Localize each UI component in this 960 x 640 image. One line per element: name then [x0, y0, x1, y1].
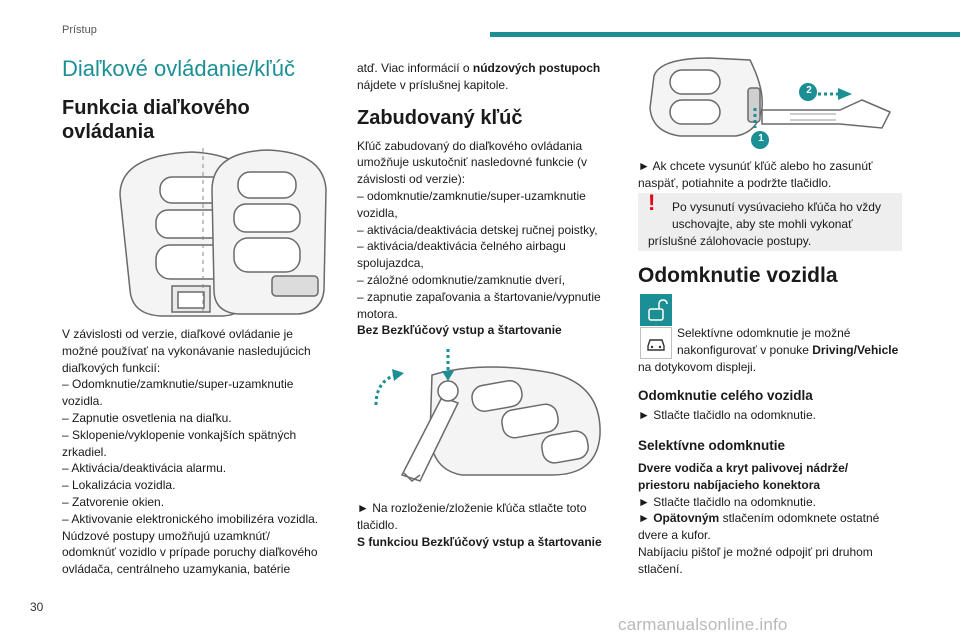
subheading-line: Dvere vodiča a kryt palivovej nádrže/: [638, 461, 849, 475]
text-line: – odomknutie/zamknutie/super-uzamknutie: [357, 188, 586, 203]
heading-integrated-key: Zabudovaný kľúč: [357, 106, 523, 129]
warning-note-box: [638, 190, 902, 251]
section-title: Diaľkové ovládanie/kľúč: [62, 56, 295, 81]
slide-key-illustration: [640, 48, 902, 150]
watermark: carmanualsonline.info: [618, 615, 788, 634]
text-line: diaľkových funkcií:: [62, 360, 161, 375]
text-line: závislosti od verzie):: [357, 172, 466, 187]
unlock-icon: [640, 294, 672, 326]
text-line: zrkadiel.: [62, 444, 107, 459]
note-text: uschovajte, aby ste mohli vykonať: [672, 217, 853, 231]
text-line: umožňuje uskutočniť nasledovné funkcie (v: [357, 155, 587, 170]
header-accent-bar: [490, 32, 960, 37]
text-line: odomknúť vozidlo v prípade poruchy diaľkového: [62, 545, 318, 560]
text-line: vozidla,: [357, 205, 398, 220]
text-line: možné používať na vykonávanie nasledujúcich: [62, 343, 311, 358]
text-line: – Aktivácia/deaktivácia alarmu.: [62, 461, 227, 476]
text-line: – Zapnutie osvetlenia na diaľku.: [62, 410, 232, 425]
continued-text: atď. Viac informácií o núdzových postupoch: [357, 61, 601, 75]
step-text: ► Na rozloženie/zloženie kľúča stlačte toto: [357, 501, 587, 515]
column-2: [357, 60, 612, 339]
selective-steps: [638, 460, 903, 578]
text-line: Selektívne odomknutie je možné: [677, 326, 851, 340]
text-line: – Aktivovanie elektronického imobilizéra vozidla.: [62, 511, 319, 526]
step-text: tlačidlo.: [357, 517, 398, 532]
rotate-arrow: [376, 375, 396, 405]
text-line: vozidla.: [62, 394, 103, 409]
remote-keys-illustration: [62, 140, 347, 320]
text-line: – Odomknutie/zamknutie/super-uzamknutie: [62, 377, 294, 392]
column-2-lower: [357, 500, 612, 550]
page-number: 30: [30, 600, 44, 614]
text-line: Nabíjaciu pištoľ je možné odpojiť pri druhom: [638, 544, 873, 559]
heading-selective-unlock: Selektívne odomknutie: [638, 438, 786, 453]
subheading-without-keyless: Bez Bezkľúčový vstup a štartovanie: [357, 323, 562, 338]
text-line: V závislosti od verzie, diaľkové ovládanie je: [62, 327, 293, 341]
flip-key-illustration: [362, 335, 607, 485]
step-text: ► Stlačte tlačidlo na odomknutie.: [638, 408, 816, 422]
selective-info-cont: [638, 359, 903, 376]
text-line: ovládača, centrálneho uzamykania, batérie: [62, 562, 291, 577]
heading-unlocking: Odomknutie vozidla: [638, 264, 838, 287]
text-line: – aktivácia/deaktivácia detskej ručnej poistky,: [357, 222, 598, 237]
step-text: ► Ak chcete vysunúť kľúč alebo ho zasunúť: [638, 159, 873, 173]
car-icon: [640, 327, 672, 359]
whole-step: [638, 407, 903, 424]
remote-functions-paragraph: [62, 326, 347, 578]
text-line: nájdete v príslušnej kapitole.: [357, 77, 509, 92]
header-section-label: Prístup: [62, 24, 97, 36]
column-1: [62, 56, 347, 144]
callout-badge-1: 1: [758, 133, 764, 144]
text-line: motora.: [357, 306, 398, 321]
text-line: spolujazdca,: [357, 256, 424, 271]
arrow-head: [392, 369, 404, 381]
text-line: – zapnutie zapaľovania a štartovanie/vypnutie: [357, 289, 601, 304]
heading-line: Funkcia diaľkového: [62, 97, 250, 119]
text-line: dvere a kufor.: [638, 528, 711, 543]
warning-icon: !: [648, 190, 656, 215]
text-line: – aktivácia/deaktivácia čelného airbagu: [357, 239, 566, 254]
text-line: na dotykovom displeji.: [638, 360, 757, 374]
heading-unlock-whole: Odomknutie celého vozidla: [638, 388, 813, 403]
callout-badge-2: 2: [806, 85, 812, 96]
column-3-step: [638, 158, 903, 192]
subheading-with-keyless: S funkciou Bezkľúčový vstup a štartovanie: [357, 534, 602, 549]
text-line: – záložné odomknutie/zamknutie dverí,: [357, 272, 566, 287]
text-line: nakonfigurovať v ponuke Driving/Vehicle: [677, 342, 899, 357]
heading-remote-function: [62, 96, 347, 144]
text-line: Kľúč zabudovaný do diaľkového ovládania: [357, 138, 583, 153]
key-fob-right: [212, 150, 326, 314]
step-text: ► Opätovným stlačením odomknete ostatné: [638, 511, 880, 526]
selective-info: [677, 325, 907, 359]
text-line: – Zatvorenie okien.: [62, 494, 165, 509]
note-text: Po vysunutí vysúvacieho kľúča ho vždy: [672, 200, 881, 214]
heading-line: ovládania: [62, 121, 155, 143]
step-text: naspäť, potiahnite a podržte tlačidlo.: [638, 175, 832, 190]
subheading-line: priestoru nabíjacieho konektora: [638, 477, 821, 492]
text-line: – Lokalizácia vozidla.: [62, 478, 176, 493]
step-text: ► Stlačte tlačidlo na odomknutie.: [638, 494, 816, 509]
text-line: – Sklopenie/vyklopenie vonkajších spätných: [62, 427, 297, 442]
text-line: stlačení.: [638, 561, 683, 576]
note-text: príslušné zálohovacie postupy.: [648, 234, 812, 248]
arrow-head: [838, 88, 852, 100]
text-line: Núdzové postupy umožňujú uzamknúť/: [62, 528, 270, 543]
